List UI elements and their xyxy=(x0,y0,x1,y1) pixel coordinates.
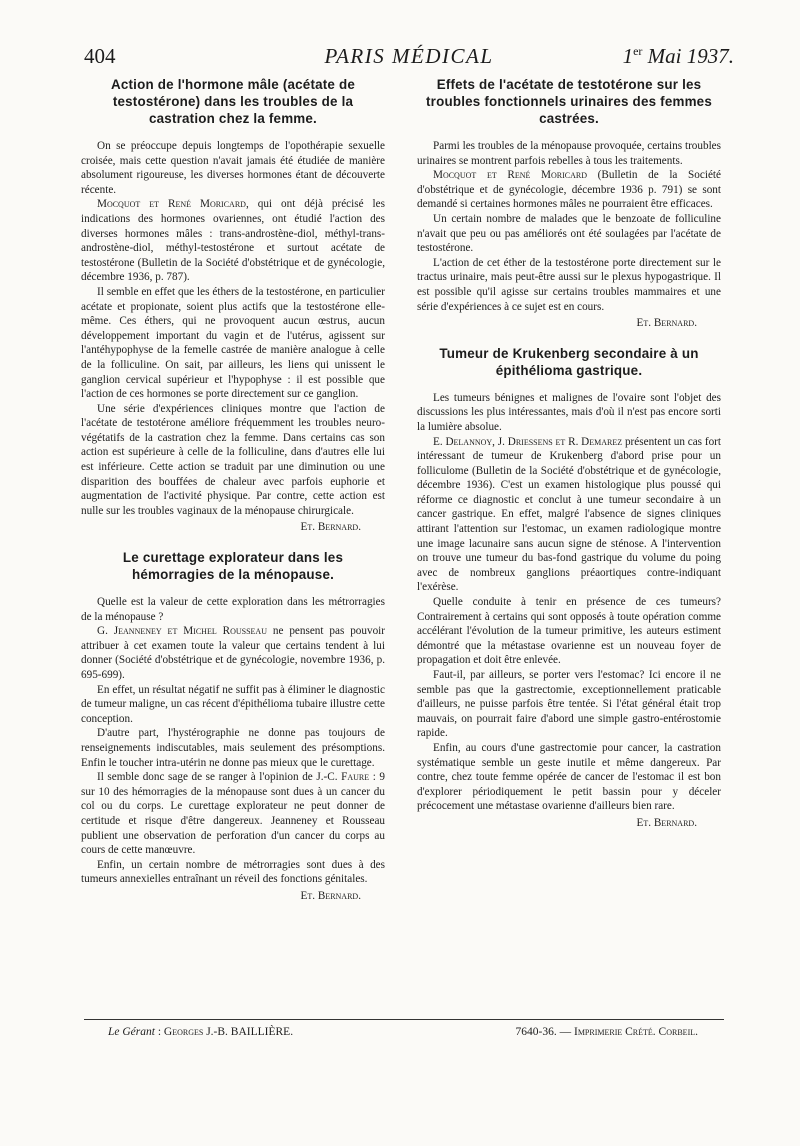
signature: Et. Bernard. xyxy=(636,816,697,829)
paragraph: Un certain nombre de malades que le benzoate de folliculine n'avait que peu ou pas améliorés ont été soulagées par l'acétate de testostérone. xyxy=(417,212,721,255)
paragraph: En effet, un résultat négatif ne suffit pas à éliminer le diagnostic de tumeur maligne, un cas récent d'épithélioma tubaire illustre cette conception. xyxy=(81,683,385,725)
paragraph: Une série d'expériences cliniques montre que l'action de l'acétate de testotérone améliore fréquemment les troubles neuro-végétatifs de la castration chez la femme. Dans certains cas son action est supérieure à celle de la folliculine, dans d'autres elle lui est inférieure. Cette action se traduit par une diminution ou une disparition des bouffées de chaleur avec parfois euphorie et augmentation de l'activité physique. Par contre, cette action est nulle sur les troubles vaginaux de la ménopause chirurgicale. xyxy=(81,402,385,517)
article-title: Le curettage explorateur dans les hémorragies de la ménopause. xyxy=(122,550,344,583)
footer-divider xyxy=(84,1019,724,1020)
right-column xyxy=(417,76,721,831)
issue-date: 1er Mai 1937. xyxy=(622,44,734,68)
paragraph: Parmi les troubles de la ménopause provoquée, certains troubles urinaires se montrent parfois rebelles à tous les traitements. xyxy=(417,140,721,167)
article-title: Tumeur de Krukenberg secondaire à un épithélioma gastrique. xyxy=(439,345,699,378)
journal-title: PARIS MÉDICAL xyxy=(324,44,494,68)
paragraph: Enfin, au cours d'une gastrectomie pour cancer, la castration systématique semble un geste inutile et même dangereux. Par contre, chez toute femme opérée de cancer de l'estomac il est bon d'explorer périodiquement le petit bassin pour y déceler précocement une métastase ovarienne d'ailleurs bien rare. xyxy=(417,741,721,813)
paragraph: Il semble donc sage de se ranger à l'opinion de J.-C. Faure : 9 sur 10 des hémorragies de la ménopause sont dues à un cancer du col ou du corps. Le curettage explorateur ne peut donner de certitude et risque d'être dangereux. Jeanneney et Rousseau publient une observation de perforation d'un cancer du corps au cours de cette manœuvre. xyxy=(81,771,385,857)
paragraph: L'action de cet éther de la testostérone porte directement sur le tractus urinaire, mais peut-être aussi sur le plexus hypogastrique. Il est possible qu'il agisse sur certains troubles mammaires et une série d'expériences à ce sujet est en cours. xyxy=(417,256,721,313)
article-title: Effets de l'acétate de testotérone sur les troubles fonctionnels urinaires des femmes castrées. xyxy=(426,77,712,126)
authors: G. Jeanneney et Michel Rousseau xyxy=(97,625,267,638)
paragraph: Quelle conduite à tenir en présence de ces tumeurs? Contrairement à certains qui sont opposés à toute opération comme accélérant l'évolution de la tumeur primitive, les auteurs estiment démontré que la métastase ovarienne est un nouveau foyer de propagation et doit être enlevée. xyxy=(417,596,721,667)
paragraph: Faut-il, par ailleurs, se porter vers l'estomac? Ici encore il ne semble pas que la gastrectomie, exceptionnellement praticable d'ailleurs, ne puisse parfois être tentée. Si l'état général était trop mauvais, on pourrait faire d'abord une simple gastro-entérostomie rapide. xyxy=(417,669,721,740)
signature: Et. Bernard. xyxy=(300,889,361,902)
authors: Mocquot et René Moricard, xyxy=(97,198,249,211)
paragraph: Les tumeurs bénignes et malignes de l'ovaire sont l'objet des discussions les plus intéressantes, mais d'où il n'est pas encore sorti la lumière absolue. xyxy=(417,391,721,433)
paragraph: On se préoccupe depuis longtemps de l'opothérapie sexuelle croisée, mais cette question n'avait jamais été étudiée de manière absolument rigoureuse, les diverses hormones étant de découverte récente. xyxy=(81,140,385,196)
paragraph: Mocquot et René Moricard, qui ont déjà précisé les indications des hormones ovariennes, ont étudié l'action des diverses hormones mâles : trans-androstène-diol, méthyl-trans-androstène-diol, méthyl-testostérone et surtout acétate de testostérone (Bulletin de la Société d'obstétrique et de gynécologie, décembre 1936, p. 787). xyxy=(81,198,385,284)
paragraph: G. Jeanneney et Michel Rousseau ne pensent pas pouvoir attribuer à cet examen toute la valeur que certains tendent à lui donner (Société d'obstétrique et de gynécologie, novembre 1936, p. 695-699). xyxy=(81,625,386,681)
page-header xyxy=(84,44,734,78)
paragraph: E. Delannoy, J. Driessens et R. Demarez présentent un cas fort intéressant de tumeur de Krukenberg d'abord prise pour un folliculome (Bulletin de la Société d'obstétrique et de gynécologie, décembre 1936). C'est un examen histologique plus poussé qui réforme ce diagnostic et conclut à une tumeur secondaire à un cancer gastrique. En effet, malgré l'absence de signes cliniques attirant l'attention sur l'estomac, un examen radiologique montre une image lacunaire sans aucun signe de sténose. A l'intervention on trouve une tumeur du bas-fond gastrique du volume du poing avec de nombreux ganglions préaortiques contre-indiquant l'exérèse. xyxy=(417,435,721,594)
authors: Mocquot et René Moricard xyxy=(433,169,587,182)
authors: J.-C. Faure xyxy=(316,771,370,784)
paragraph: Il semble en effet que les éthers de la testostérone, en particulier acétate et propionate, soient plus actifs que la testostérone elle-même. Ces éthers, qui ne provoquent aucun œstrus, aucun développement important du vagin et de l'utérus, agissent sur l'antéhypophyse de la femelle castrée de manière analogue à celle de la folliculine. On sait, par ailleurs, les liens qui unissent le ganglion cervical supérieur et l'hypophyse : il est possible que l'action de ces hormones se porte directement sur ce ganglion. xyxy=(81,285,385,401)
signature: Et. Bernard. xyxy=(636,317,697,330)
page-number: 404 xyxy=(84,44,116,68)
article-title: Action de l'hormone mâle (acétate de testostérone) dans les troubles de la castration chez la femme. xyxy=(110,77,356,126)
paragraph: Quelle est la valeur de cette exploration dans les métrorragies de la ménopause ? xyxy=(81,596,385,623)
printer-credit: 7640-36. — Imprimerie Crété. Corbeil. xyxy=(515,1026,698,1038)
article-krukenberg xyxy=(417,345,721,831)
gerant-credit: Le Gérant : Georges J.-B. BAILLIÈRE. xyxy=(108,1026,294,1038)
authors: E. Delannoy, J. Driessens et R. Demarez xyxy=(433,435,623,448)
article-urinaires xyxy=(417,76,721,331)
signature: Et. Bernard. xyxy=(300,521,361,534)
article-curettage xyxy=(81,549,385,903)
article-hormone-male xyxy=(81,76,385,535)
paragraph: Enfin, un certain nombre de métrorragies sont dues à des tumeurs annexielles entraînant un réveil des fonctions génitales. xyxy=(81,858,385,886)
paragraph: Mocquot et René Moricard (Bulletin de la Société d'obstétrique et de gynécologie, décembre 1936 p. 791) se sont demandé si certaines hormones mâles ne pourraient être efficaces. xyxy=(417,169,721,211)
left-column xyxy=(81,76,385,904)
paragraph: D'autre part, l'hystérographie ne donne pas toujours de renseignements indiscutables, mais seulement des présomptions. Enfin le toucher intra-utérin ne donne pas mieux que le curettage. xyxy=(81,727,385,769)
